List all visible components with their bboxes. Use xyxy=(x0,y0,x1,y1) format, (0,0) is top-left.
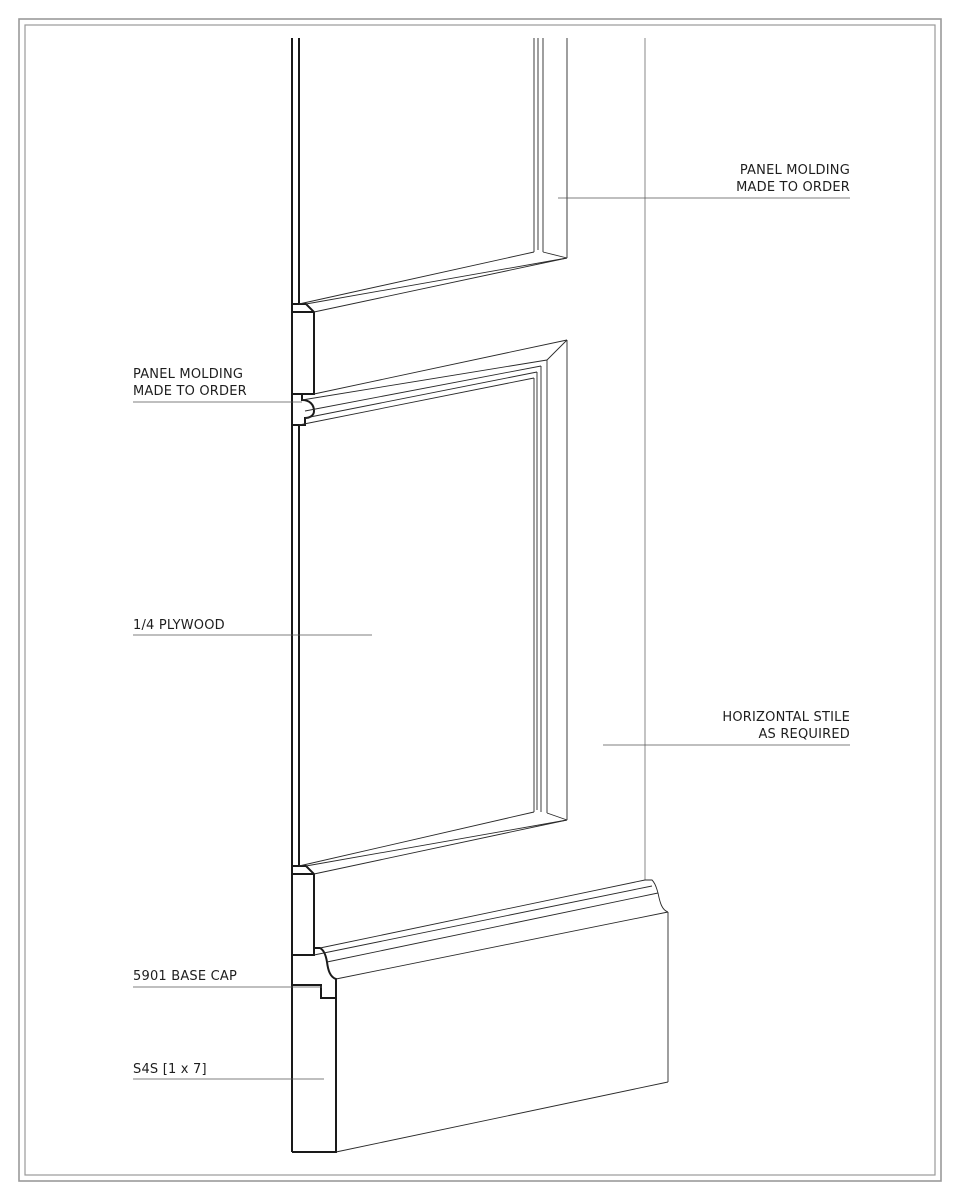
label-plywood: 1/4 PLYWOOD xyxy=(133,618,225,633)
label-stile-line1: HORIZONTAL STILE xyxy=(722,710,850,725)
lower-stile-section xyxy=(292,866,314,955)
label-panel-molding-left-line2: MADE TO ORDER xyxy=(133,384,247,399)
label-panel-molding-left-line1: PANEL MOLDING xyxy=(133,367,244,382)
middle-panel-molding xyxy=(299,340,567,874)
upper-stile-section xyxy=(292,304,314,394)
upper-panel-molding xyxy=(299,38,567,312)
base-cap-perspective xyxy=(314,880,668,979)
label-base-cap: 5901 BASE CAP xyxy=(133,969,238,984)
label-stile-line2: AS REQUIRED xyxy=(758,727,850,742)
baseboard-perspective xyxy=(336,912,668,1152)
label-panel-molding-right-line2: MADE TO ORDER xyxy=(736,180,850,195)
inner-frame xyxy=(25,25,935,1175)
baseboard-section xyxy=(292,998,336,1152)
label-panel-molding-right-line1: PANEL MOLDING xyxy=(739,163,850,178)
label-s4s: S4S [1 x 7] xyxy=(133,1062,207,1077)
